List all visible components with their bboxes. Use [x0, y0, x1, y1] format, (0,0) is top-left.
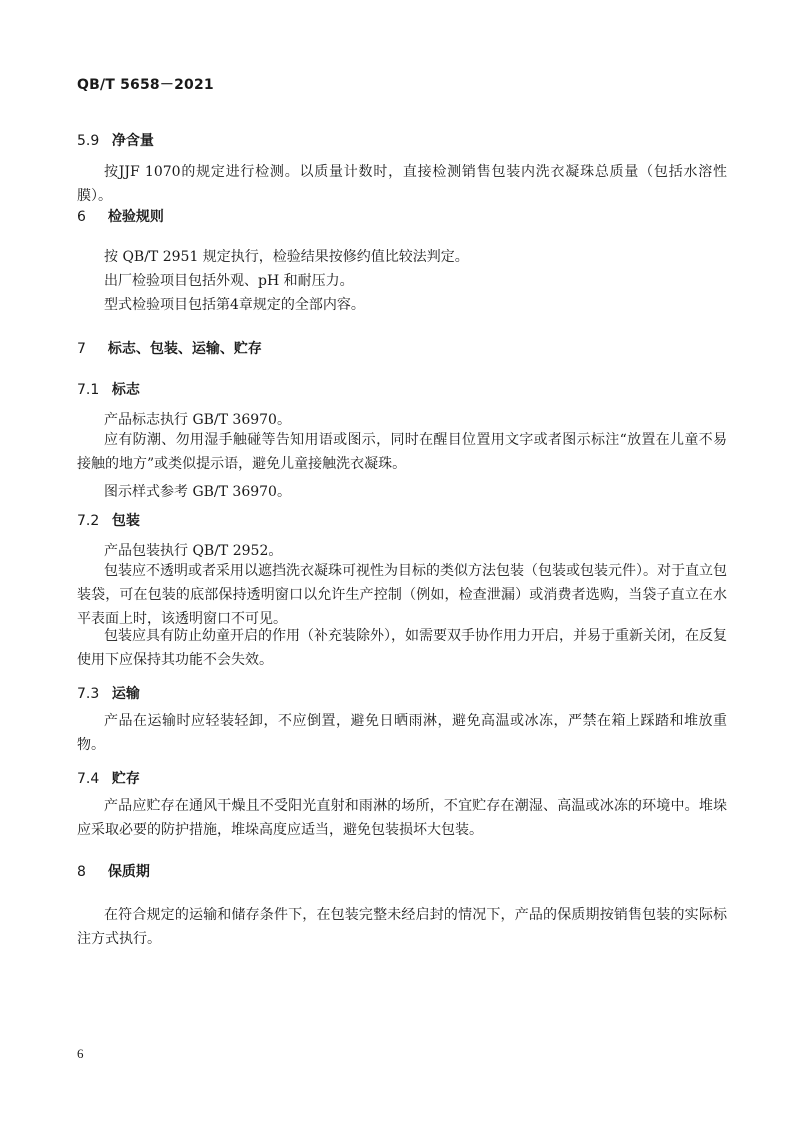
section-title: 保质期 — [107, 864, 150, 880]
paragraph: 包装应不透明或者采用以遮挡洗衣凝珠可视性为目标的类似方法包装（包装或包装元件）。对于直立包装袋，可在包装的底部保持透明窗口以允许生产控制（例如，检查泄漏）或消费者选购，当袋子直立在水平表面上时，该透明窗口不可见。 — [77, 563, 727, 627]
heading-7-3 — [77, 683, 140, 703]
section-title: 包装 — [111, 513, 140, 529]
paragraph: 出厂检验项目包括外观、pH 和耐压力。 — [104, 273, 354, 289]
section-number: 7.4 — [77, 771, 100, 787]
paragraph: 产品在运输时应轻装轻卸，不应倒置，避免日晒雨淋，避免高温或冰冻，严禁在箱上踩踏和堆放重物。 — [77, 713, 727, 753]
paragraph: 产品标志执行 GB/T 36970。 — [104, 412, 291, 428]
heading-7-4 — [77, 768, 140, 788]
paragraph: 产品应贮存在通风干燥且不受阳光直射和雨淋的场所，不宜贮存在潮湿、高温或冰冻的环境中。堆垛应采取必要的防护措施，堆垛高度应适当，避免包装损坏大包装。 — [77, 798, 727, 838]
paragraph: 包装应具有防止幼童开启的作用（补充装除外），如需要双手协作用力开启，并易于重新关闭，在反复使用下应保持其功能不会失效。 — [77, 628, 727, 668]
standard-id: QB/T 5658－2021 — [77, 77, 214, 93]
paragraph: 应有防潮、勿用湿手触碰等告知用语或图示，同时在醒目位置用文字或者图示标注“放置在儿童不易接触的地方”或类似提示语，避免儿童接触洗衣凝珠。 — [77, 432, 727, 472]
section-number: 7 — [77, 341, 86, 357]
section-title: 标志、包装、运输、贮存 — [107, 341, 262, 357]
heading-7-1 — [77, 379, 140, 399]
heading-7-2 — [77, 510, 140, 530]
section-number: 5.9 — [77, 133, 100, 149]
paragraph: 产品包装执行 QB/T 2952。 — [104, 543, 283, 559]
paragraph: 按 QB/T 2951 规定执行，检验结果按修约值比较法判定。 — [104, 249, 469, 265]
heading-7 — [77, 338, 262, 358]
section-title: 标志 — [111, 382, 140, 398]
paragraph: 型式检验项目包括第4章规定的全部内容。 — [104, 297, 365, 313]
section-title: 检验规则 — [107, 209, 164, 225]
section-number: 7.2 — [77, 513, 100, 529]
heading-8 — [77, 861, 150, 881]
page-number: 6 — [77, 1046, 84, 1061]
section-title: 运输 — [111, 686, 140, 702]
heading-6 — [77, 206, 164, 226]
section-title: 净含量 — [111, 133, 154, 149]
section-number: 7.3 — [77, 686, 100, 702]
paragraph: 图示样式参考 GB/T 36970。 — [104, 484, 291, 500]
section-number: 8 — [77, 864, 86, 880]
heading-5-9 — [77, 130, 154, 150]
paragraph: 按JJF 1070的规定进行检测。以质量计数时，直接检测销售包装内洗衣凝珠总质量（包括水溶性膜）。 — [77, 164, 727, 204]
paragraph: 在符合规定的运输和储存条件下，在包装完整未经启封的情况下，产品的保质期按销售包装的实际标注方式执行。 — [77, 907, 727, 947]
section-number: 7.1 — [77, 382, 100, 398]
section-number: 6 — [77, 209, 86, 225]
section-title: 贮存 — [111, 771, 140, 787]
